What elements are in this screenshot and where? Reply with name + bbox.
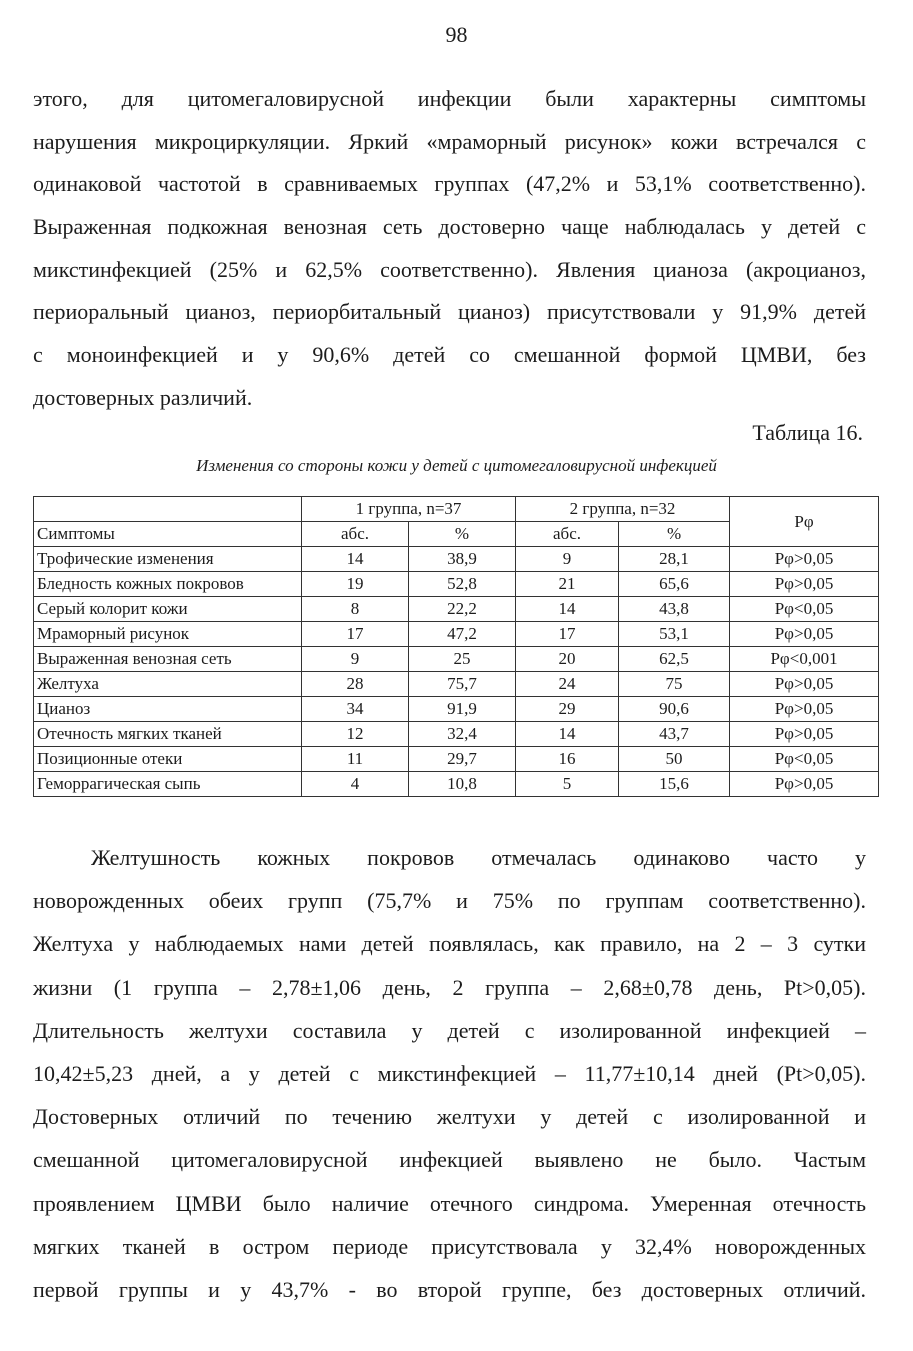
- text-line: микстинфекцией (25% и 62,5% соответственно). Явления цианоза (акроцианоз,: [33, 256, 866, 282]
- g1-abs-cell: 19: [302, 572, 409, 597]
- text-line: жизни (1 группа – 2,78±1,06 день, 2 группа – 2,68±0,78 день, Pt>0,05).: [33, 974, 866, 1000]
- symptom-cell: Трофические изменения: [34, 547, 302, 572]
- g1-abs-cell: 28: [302, 672, 409, 697]
- symptom-cell: Цианоз: [34, 697, 302, 722]
- g1-abs-cell: 4: [302, 772, 409, 797]
- table-caption: Изменения со стороны кожи у детей с цитомегаловирусной инфекцией: [196, 456, 717, 475]
- g1-abs-cell: 11: [302, 747, 409, 772]
- g1-abs-cell: 14: [302, 547, 409, 572]
- table-row: [34, 622, 879, 647]
- p-value-cell: Pφ>0,05: [730, 547, 879, 572]
- g2-pct-cell: 28,1: [619, 547, 730, 572]
- g1-pct-cell: 47,2: [409, 622, 516, 647]
- text-line: первой группы и у 43,7% - во второй группе, без достоверных отличий.: [33, 1276, 866, 1302]
- page-number: 98: [445, 22, 468, 47]
- header-empty-cell: [34, 497, 302, 522]
- g1-pct-cell: 25: [409, 647, 516, 672]
- symptom-cell: Геморрагическая сыпь: [34, 772, 302, 797]
- text-line: мягких тканей в остром периоде присутствовала у 32,4% новорожденных: [33, 1233, 866, 1259]
- g2-pct-cell: 15,6: [619, 772, 730, 797]
- text-line: этого, для цитомегаловирусной инфекции были характерны симптомы: [33, 86, 866, 111]
- g2-abs-cell: 20: [516, 647, 619, 672]
- symptom-cell: Выраженная венозная сеть: [34, 647, 302, 672]
- g2-pct-cell: 53,1: [619, 622, 730, 647]
- g2-abs-cell: 14: [516, 597, 619, 622]
- p-value-cell: Pφ>0,05: [730, 697, 879, 722]
- g1-pct-cell: 52,8: [409, 572, 516, 597]
- g1-abs-cell: 12: [302, 722, 409, 747]
- table-row: [34, 747, 879, 772]
- p-value-cell: Pφ<0,05: [730, 747, 879, 772]
- p-value-cell: Pφ>0,05: [730, 722, 879, 747]
- p-value-cell: Pφ>0,05: [730, 572, 879, 597]
- text-line: с моноинфекцией и у 90,6% детей со смешанной формой ЦМВИ, без: [33, 342, 866, 368]
- header-g2-pct: %: [619, 522, 730, 547]
- g1-abs-cell: 9: [302, 647, 409, 672]
- g2-pct-cell: 43,8: [619, 597, 730, 622]
- g1-abs-cell: 34: [302, 697, 409, 722]
- g2-pct-cell: 50: [619, 747, 730, 772]
- symptom-cell: Серый колорит кожи: [34, 597, 302, 622]
- header-symptoms: Симптомы: [34, 522, 302, 547]
- symptom-cell: Бледность кожных покровов: [34, 572, 302, 597]
- g1-pct-cell: 38,9: [409, 547, 516, 572]
- g2-abs-cell: 17: [516, 622, 619, 647]
- text-line: нарушения микроциркуляции. Яркий «мраморный рисунок» кожи встречался с: [33, 128, 866, 154]
- text-line: достоверных различий.: [33, 384, 253, 410]
- header-group1: 1 группа, n=37: [302, 497, 516, 522]
- g2-pct-cell: 43,7: [619, 722, 730, 747]
- symptom-cell: Позиционные отеки: [34, 747, 302, 772]
- g1-abs-cell: 8: [302, 597, 409, 622]
- g2-abs-cell: 5: [516, 772, 619, 797]
- text-line: проявлением ЦМВИ было наличие отечного синдрома. Умеренная отечность: [33, 1190, 866, 1216]
- text-line: Выраженная подкожная венозная сеть достоверно чаще наблюдалась у детей с: [33, 214, 866, 240]
- text-line: периоральный цианоз, периорбитальный цианоз) присутствовали у 91,9% детей: [33, 299, 866, 325]
- symptom-cell: Мраморный рисунок: [34, 622, 302, 647]
- header-group2: 2 группа, n=32: [516, 497, 730, 522]
- header-g1-pct: %: [409, 522, 516, 547]
- p-value-cell: Pφ<0,001: [730, 647, 879, 672]
- header-g2-abs: абс.: [516, 522, 619, 547]
- g2-pct-cell: 90,6: [619, 697, 730, 722]
- g2-abs-cell: 16: [516, 747, 619, 772]
- text-line: новорожденных обеих групп (75,7% и 75% по группам соответственно).: [33, 888, 866, 914]
- g2-abs-cell: 24: [516, 672, 619, 697]
- g2-pct-cell: 65,6: [619, 572, 730, 597]
- table-row: [34, 597, 879, 622]
- g1-pct-cell: 75,7: [409, 672, 516, 697]
- table-row: [34, 572, 879, 597]
- p-value-cell: Pφ>0,05: [730, 772, 879, 797]
- g1-pct-cell: 29,7: [409, 747, 516, 772]
- g1-pct-cell: 22,2: [409, 597, 516, 622]
- g2-abs-cell: 9: [516, 547, 619, 572]
- table-row: [34, 722, 879, 747]
- p-value-cell: Pφ>0,05: [730, 672, 879, 697]
- text-line: одинаковой частотой в сравниваемых группах (47,2% и 53,1% соответственно).: [33, 171, 866, 197]
- table-label: Таблица 16.: [752, 420, 863, 445]
- g1-pct-cell: 10,8: [409, 772, 516, 797]
- g1-abs-cell: 17: [302, 622, 409, 647]
- paragraph-bottom: [33, 836, 866, 1311]
- header-p-value: Pφ: [730, 497, 879, 547]
- p-value-cell: Pφ<0,05: [730, 597, 879, 622]
- text-line: Желтушность кожных покровов отмечалась одинаково часто у: [91, 845, 866, 870]
- header-g1-abs: абс.: [302, 522, 409, 547]
- table-row: [34, 772, 879, 797]
- g2-abs-cell: 29: [516, 697, 619, 722]
- symptom-cell: Отечность мягких тканей: [34, 722, 302, 747]
- table-row: [34, 547, 879, 572]
- g2-pct-cell: 75: [619, 672, 730, 697]
- paragraph-top: [33, 78, 866, 420]
- symptom-cell: Желтуха: [34, 672, 302, 697]
- g1-pct-cell: 91,9: [409, 697, 516, 722]
- table-row: [34, 697, 879, 722]
- symptoms-table: [33, 496, 879, 797]
- text-line: Достоверных отличий по течению желтухи у детей с изолированной и: [33, 1104, 866, 1130]
- g2-pct-cell: 62,5: [619, 647, 730, 672]
- text-line: Длительность желтухи составила у детей с изолированной инфекцией –: [33, 1017, 866, 1043]
- g1-pct-cell: 32,4: [409, 722, 516, 747]
- g2-abs-cell: 14: [516, 722, 619, 747]
- table-header-row: [34, 497, 879, 522]
- text-line: 10,42±5,23 дней, а у детей с микстинфекцией – 11,77±10,14 дней (Pt>0,05).: [33, 1060, 866, 1086]
- p-value-cell: Pφ>0,05: [730, 622, 879, 647]
- table-row: [34, 647, 879, 672]
- g2-abs-cell: 21: [516, 572, 619, 597]
- table-row: [34, 672, 879, 697]
- text-line: смешанной цитомегаловирусной инфекцией выявлено не было. Частым: [33, 1147, 866, 1173]
- text-line: Желтуха у наблюдаемых нами детей появлялась, как правило, на 2 – 3 сутки: [33, 931, 866, 957]
